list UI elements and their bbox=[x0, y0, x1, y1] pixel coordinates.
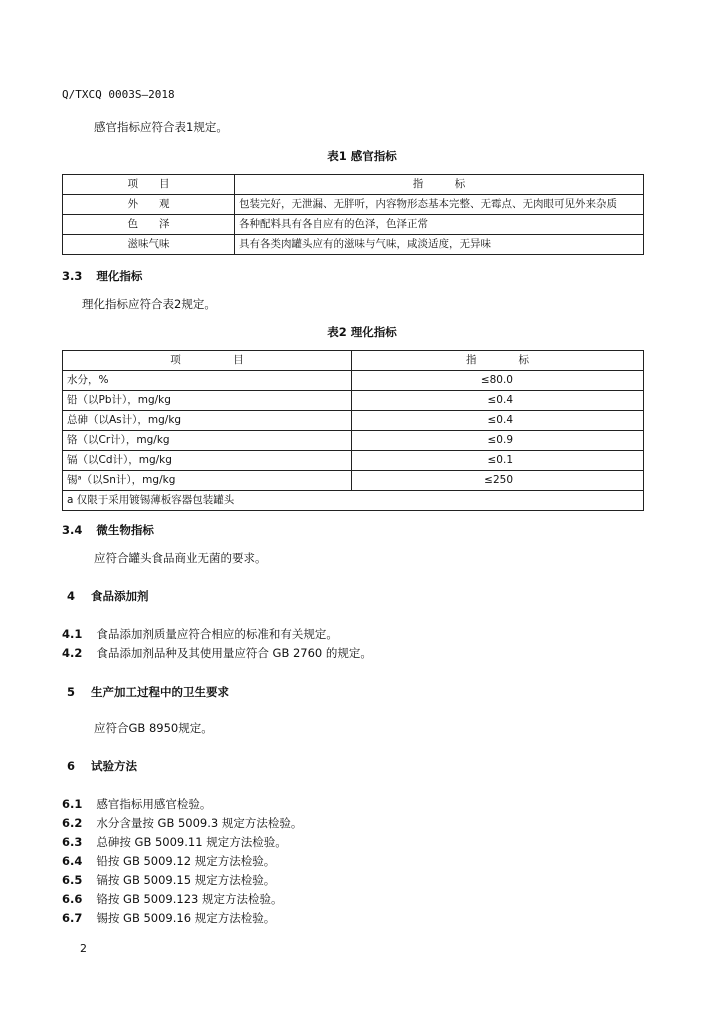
table-header-cell: 指 标 bbox=[235, 175, 644, 195]
section-3-4-text: 应符合罐头食品商业无菌的要求。 bbox=[94, 551, 267, 565]
table-header-row bbox=[63, 351, 644, 371]
page-number: 2 bbox=[80, 942, 87, 955]
table1-caption: 表1 感官指标 bbox=[327, 149, 397, 163]
item-text: 锡按 GB 5009.16 规定方法检验。 bbox=[96, 911, 276, 925]
table-cell: 水分，% bbox=[63, 371, 352, 391]
sensory-table bbox=[62, 174, 644, 255]
table-row bbox=[63, 215, 644, 235]
physicochemical-table bbox=[62, 350, 644, 511]
section-number: 4 bbox=[67, 589, 76, 603]
standard-code: Q/TXCQ 0003S—2018 bbox=[62, 88, 175, 101]
section-5-text: 应符合GB 8950规定。 bbox=[94, 721, 213, 735]
table-row bbox=[63, 451, 644, 471]
table-header-cell: 项 目 bbox=[63, 175, 235, 195]
table-cell: 具有各类肉罐头应有的滋味与气味，咸淡适度，无异味 bbox=[235, 235, 644, 255]
section-title: 微生物指标 bbox=[96, 523, 154, 537]
sensory-intro: 感官指标应符合表1规定。 bbox=[94, 120, 228, 134]
table-row bbox=[63, 391, 644, 411]
table-cell: 总砷（以As计），mg/kg bbox=[63, 411, 352, 431]
item-number: 6.4 bbox=[62, 854, 83, 868]
section-3-3-text: 理化指标应符合表2规定。 bbox=[82, 297, 216, 311]
item-number: 4.2 bbox=[62, 646, 83, 660]
table-cell: ≤0.4 bbox=[352, 411, 644, 431]
item-text: 铅按 GB 5009.12 规定方法检验。 bbox=[96, 854, 276, 868]
section-number: 5 bbox=[67, 685, 76, 699]
table-header-cell: 指 标 bbox=[352, 351, 644, 371]
item-number: 6.6 bbox=[62, 892, 83, 906]
item-text: 总砷按 GB 5009.11 规定方法检验。 bbox=[96, 835, 287, 849]
section-number: 3.4 bbox=[62, 523, 83, 537]
item-number: 4.1 bbox=[62, 627, 83, 641]
table-cell: 包装完好，无泄漏、无胖听，内容物形态基本完整、无霉点、无肉眼可见外来杂质 bbox=[235, 195, 644, 215]
item-number: 6.2 bbox=[62, 816, 83, 830]
item-text: 食品添加剂质量应符合相应的标准和有关规定。 bbox=[96, 627, 338, 641]
section-3-3-heading bbox=[62, 268, 142, 284]
table-cell: 外 观 bbox=[63, 195, 235, 215]
list-item bbox=[62, 645, 372, 661]
section-title: 生产加工过程中的卫生要求 bbox=[91, 685, 230, 699]
table-cell: 镉（以Cd计），mg/kg bbox=[63, 451, 352, 471]
table-cell: ≤0.9 bbox=[352, 431, 644, 451]
table-row bbox=[63, 371, 644, 391]
list-item bbox=[62, 891, 283, 907]
table-footnote-row bbox=[63, 491, 644, 511]
section-5-heading bbox=[67, 684, 229, 700]
item-number: 6.5 bbox=[62, 873, 83, 887]
list-item bbox=[62, 815, 302, 831]
table-cell: ≤250 bbox=[352, 471, 644, 491]
list-item bbox=[62, 834, 287, 850]
table-row bbox=[63, 235, 644, 255]
table-cell: ≤0.4 bbox=[352, 391, 644, 411]
table-row bbox=[63, 431, 644, 451]
table-header-cell: 项 目 bbox=[63, 351, 352, 371]
list-item bbox=[62, 872, 275, 888]
item-text: 铬按 GB 5009.123 规定方法检验。 bbox=[96, 892, 283, 906]
table-row bbox=[63, 411, 644, 431]
section-title: 试验方法 bbox=[91, 759, 138, 773]
item-number: 6.1 bbox=[62, 797, 83, 811]
section-6-heading bbox=[67, 758, 137, 774]
list-item bbox=[62, 910, 275, 926]
item-number: 6.3 bbox=[62, 835, 83, 849]
item-text: 食品添加剂品种及其使用量应符合 GB 2760 的规定。 bbox=[96, 646, 372, 660]
section-4-heading bbox=[67, 588, 149, 604]
table-cell: ≤0.1 bbox=[352, 451, 644, 471]
table-cell: 色 泽 bbox=[63, 215, 235, 235]
table-cell: 各种配料具有各自应有的色泽，色泽正常 bbox=[235, 215, 644, 235]
table2-caption: 表2 理化指标 bbox=[327, 325, 397, 339]
table-header-row bbox=[63, 175, 644, 195]
section-number: 3.3 bbox=[62, 269, 83, 283]
section-3-4-heading bbox=[62, 522, 154, 538]
table-row bbox=[63, 195, 644, 215]
item-text: 感官指标用感官检验。 bbox=[96, 797, 212, 811]
section-title: 理化指标 bbox=[96, 269, 143, 283]
table-cell: 锡ᵃ（以Sn计），mg/kg bbox=[63, 471, 352, 491]
item-text: 水分含量按 GB 5009.3 规定方法检验。 bbox=[96, 816, 303, 830]
section-number: 6 bbox=[67, 759, 76, 773]
item-text: 镉按 GB 5009.15 规定方法检验。 bbox=[96, 873, 276, 887]
table-row bbox=[63, 471, 644, 491]
table-footnote: a 仅限于采用镀锡薄板容器包装罐头 bbox=[63, 491, 644, 511]
section-title: 食品添加剂 bbox=[91, 589, 149, 603]
table-cell: ≤80.0 bbox=[352, 371, 644, 391]
table-cell: 铅（以Pb计），mg/kg bbox=[63, 391, 352, 411]
table-cell: 滋味气味 bbox=[63, 235, 235, 255]
table-cell: 铬（以Cr计），mg/kg bbox=[63, 431, 352, 451]
list-item bbox=[62, 853, 275, 869]
item-number: 6.7 bbox=[62, 911, 83, 925]
list-item bbox=[62, 626, 338, 642]
list-item bbox=[62, 796, 211, 812]
